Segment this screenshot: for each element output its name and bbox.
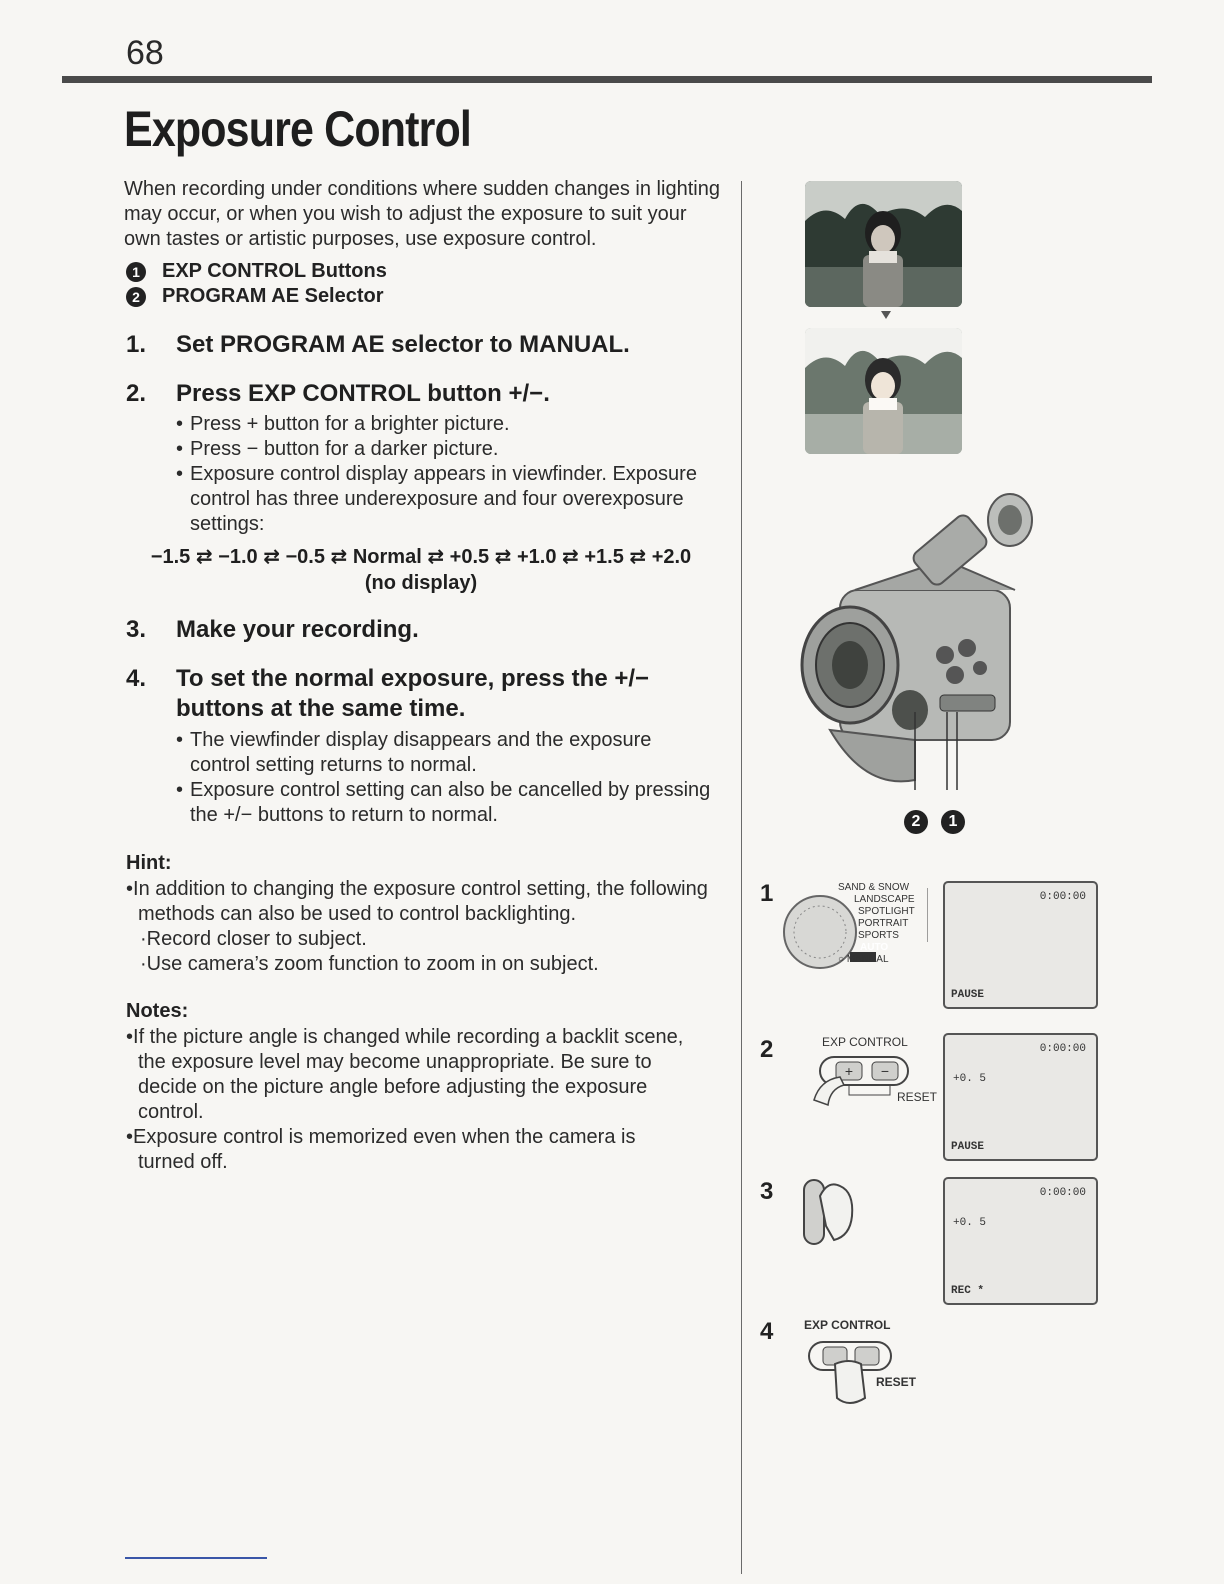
photo-exposure-adjusted	[805, 328, 962, 454]
figure-step-number: 1	[760, 880, 774, 907]
column-divider	[741, 181, 742, 1574]
callout-number-icon: 2	[126, 287, 146, 307]
viewfinder-display: 0:00:00 +0. 5 PAUSE	[943, 1033, 1098, 1161]
dial-label: LANDSCAPE	[854, 894, 915, 905]
program-ae-dial[interactable]	[778, 880, 928, 985]
dial-label: SPORTS	[858, 930, 899, 941]
exposure-scale: −1.5 ⇄ −1.0 ⇄ −0.5 ⇄ Normal ⇄ +0.5 ⇄ +1.0 ⇄ +1.5 ⇄ +2.0 (no display)	[150, 546, 692, 594]
dial-label: SAND & SNOW	[838, 882, 910, 893]
dial-label-auto: AUTO	[860, 942, 889, 953]
figure-step-number: 2	[760, 1036, 774, 1063]
viewfinder-display: 0:00:00 PAUSE	[943, 881, 1098, 1009]
exp-control-buttons[interactable]	[810, 1055, 910, 1110]
photo-backlit-subject	[805, 181, 962, 307]
callout-2-icon: 2	[904, 810, 928, 834]
reset-label: RESET	[897, 1090, 938, 1104]
sub-item: ·Record closer to subject.	[140, 928, 367, 950]
viewfinder-display: 0:00:00 +0. 5 REC *	[943, 1177, 1098, 1305]
notes-list	[126, 1025, 686, 1175]
footer-rule	[125, 1557, 267, 1559]
hint-list	[126, 877, 726, 977]
exp-control-both-buttons[interactable]	[805, 1338, 895, 1410]
notes-heading: Notes:	[126, 1000, 189, 1022]
step-2: 2. Press EXP CONTROL button +/−.	[126, 380, 550, 407]
intro-paragraph: When recording under conditions where sudden changes in lighting may occur, or when you wish to adjust the exposure to suit your own tastes or artistic purposes, use exposure control.	[124, 178, 720, 250]
down-arrow-icon	[881, 311, 891, 319]
step-1: 1. Set PROGRAM AE selector to MANUAL.	[126, 331, 630, 358]
bullet-item: • The viewfinder display disappears and the exposure control setting returns to normal.	[176, 729, 652, 776]
dial-label: SPOTLIGHT	[858, 906, 915, 917]
exp-control-label: EXP CONTROL	[822, 1035, 908, 1049]
bullet-item: •If the picture angle is changed while recording a backlit scene, the exposure level may become unappropriate. Be sure to decide on the picture angle before adjusting the exposure control.	[126, 1026, 684, 1123]
bullet-item: • Press + button for a brighter picture.	[176, 413, 510, 435]
reset-label: RESET	[876, 1375, 917, 1389]
camcorder-illustration	[795, 490, 1055, 820]
svg-text:−: −	[880, 1063, 890, 1079]
legend-item-exp-control: 1 EXP CONTROL Buttons	[126, 260, 387, 283]
dial-label-manual: ○ MANUAL	[838, 954, 889, 965]
exp-control-label: EXP CONTROL	[804, 1318, 891, 1332]
callout-number-icon: 1	[126, 262, 146, 282]
bullet-item: • Exposure control setting can also be cancelled by pressing the +/− buttons to return to normal.	[176, 779, 711, 826]
page-number: 68	[126, 34, 164, 72]
step-3: 3. Make your recording.	[126, 616, 419, 643]
svg-text:+: +	[844, 1063, 854, 1079]
callout-1-icon: 1	[941, 810, 965, 834]
step-4-bullets	[176, 728, 716, 828]
sub-item: ·Use camera’s zoom function to zoom in on subject.	[140, 953, 599, 975]
bullet-item: • Exposure control display appears in viewfinder. Exposure control has three underexposure and four overexposure settings:	[176, 463, 697, 535]
bullet-item: •In addition to changing the exposure control setting, the following methods can also be used to control backlighting.	[126, 878, 708, 925]
figure-step-number: 4	[760, 1318, 774, 1345]
hint-heading: Hint:	[126, 852, 172, 874]
figure-step-number: 3	[760, 1178, 774, 1205]
step-4: 4. To set the normal exposure, press the +/− buttons at the same time.	[126, 665, 650, 722]
record-button-press-icon	[800, 1176, 862, 1248]
dial-label: PORTRAIT	[858, 918, 909, 929]
header-rule	[62, 76, 1152, 83]
bullet-item: • Press − button for a darker picture.	[176, 438, 499, 460]
step-2-bullets	[176, 412, 716, 537]
page-title: Exposure Control	[124, 101, 471, 157]
bullet-item: •Exposure control is memorized even when the camera is turned off.	[126, 1126, 636, 1173]
legend-item-program-ae: 2 PROGRAM AE Selector	[126, 285, 384, 308]
